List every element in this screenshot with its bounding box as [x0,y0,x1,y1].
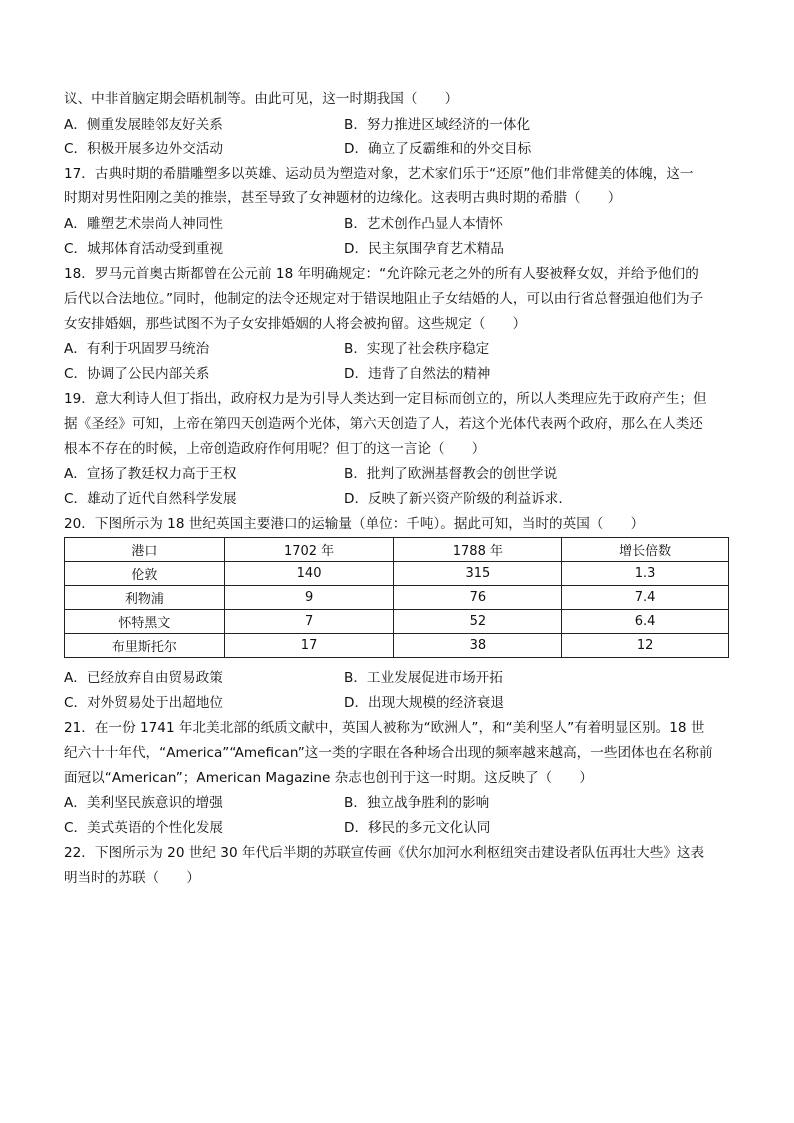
option-19-c: C．雄动了近代自然科学发展 [64,491,237,507]
question-17-line-1: 17．古典时期的希腊雕塑多以英雄、运动员为塑造对象，艺术家们乐于“还原”他们非常健美的体魄，这一 [64,166,694,182]
option-18-b: B．实现了社会秩序稳定 [344,341,490,357]
option-20-a: A．已经放弃自由贸易政策 [64,670,223,686]
table-cell-growth: 12 [562,634,729,658]
option-21-b: B．独立战争胜利的影响 [344,795,490,811]
option-17-d: D．民主氛围孕育艺术精品 [344,241,504,257]
option-21-a: A．美利坚民族意识的增强 [64,795,223,811]
question-16-stem-tail: 议、中非首脑定期会晤机制等。由此可见，这一时期我国（ ） [64,91,459,107]
question-17-line-2: 时期对男性阳刚之美的推崇，甚至导致了女神题材的边缘化。这表明古典时期的希腊（ ） [64,190,622,206]
question-21-line-3: 面冠以“American”；American Magazine 杂志也创刊于这一时期。这反映了（ ） [64,770,593,786]
table-cell-1788: 315 [394,562,562,586]
question-19-line-3: 根本不存在的时候，上帝创造政府作何用呢？但丁的这一言论（ ） [64,441,486,457]
option-21-d: D．移民的多元文化认同 [344,820,491,836]
table-row [65,610,729,634]
table-cell-port: 怀特黑文 [65,610,225,634]
option-17-c: C．城邦体育活动受到重视 [64,241,224,257]
option-21-c: C．美式英语的个性化发展 [64,820,224,836]
table-cell-1788: 38 [394,634,562,658]
option-19-d: D．反映了新兴资产阶级的利益诉求. [344,491,563,507]
table-header-growth: 增长倍数 [562,538,729,562]
option-19-a: A．宣扬了教廷权力高于王权 [64,466,237,482]
question-21-line-2: 纪六十十年代，“America”“Amefican”这一类的字眼在各种场合出现的频率越来越高，一些团体也在名称前 [64,745,713,761]
table-cell-growth: 7.4 [562,586,729,610]
question-21-line-1: 21．在一份 1741 年北美北部的纸质文献中，英国人被称为“欧洲人”，和“美利坚人”有着明显区别。18 世 [64,720,705,736]
question-20-stem: 20．下图所示为 18 世纪英国主要港口的运输量（单位：千吨）。据此可知，当时的英国（ ） [64,516,645,532]
table-cell-port: 伦敦 [65,562,225,586]
table-cell-1702: 7 [224,610,394,634]
option-17-b: B．艺术创作凸显人本情怀 [344,216,503,232]
table-header-row [65,538,729,562]
option-18-c: C．协调了公民内部关系 [64,366,210,382]
table-cell-growth: 6.4 [562,610,729,634]
table-header-1788: 1788 年 [394,538,562,562]
table-cell-1788: 52 [394,610,562,634]
table-cell-1788: 76 [394,586,562,610]
option-18-a: A．有利于巩固罗马统治 [64,341,210,357]
question-22-line-2: 明当时的苏联（ ） [64,870,200,886]
question-18-line-1: 18．罗马元首奥古斯都曾在公元前 18 年明确规定：“允许除元老之外的所有人娶被释女奴，并给予他们的 [64,266,699,282]
table-cell-1702: 17 [224,634,394,658]
question-18-line-3: 女安排婚姻，那些试图不为子女安排婚姻的人将会被拘留。这些规定（ ） [64,316,527,332]
question-19-line-1: 19．意大利诗人但丁指出，政府权力是为引导人类达到一定目标而创立的，所以人类理应先于政府产生；但 [64,391,707,407]
option-20-c: C．对外贸易处于出超地位 [64,695,224,711]
option-20-b: B．工业发展促进市场开拓 [344,670,503,686]
question-19-line-2: 据《圣经》可知，上帝在第四天创造两个光体，第六天创造了人，若这个光体代表两个政府，那么在人类还 [64,416,703,432]
table-cell-1702: 140 [224,562,394,586]
option-16-b: B．努力推进区域经济的一体化 [344,117,531,133]
table-row [65,586,729,610]
table-cell-1702: 9 [224,586,394,610]
table-row [65,562,729,586]
option-16-a: A．侧重发展睦邻友好关系 [64,117,223,133]
question-22-line-1: 22．下图所示为 20 世纪 30 年代后半期的苏联宣传画《伏尔加河水利枢纽突击建设者队伍再壮大些》这表 [64,845,705,861]
port-transport-table [64,537,729,658]
table-cell-growth: 1.3 [562,562,729,586]
option-19-b: B．批判了欧洲基督教会的创世学说 [344,466,558,482]
table-header-port: 港口 [65,538,225,562]
table-cell-port: 布里斯托尔 [65,634,225,658]
option-16-c: C．积极开展多边外交活动 [64,141,224,157]
option-16-d: D．确立了反霸维和的外交目标 [344,141,532,157]
option-20-d: D．出现大规模的经济衰退 [344,695,504,711]
table-row [65,634,729,658]
option-17-a: A．雕塑艺术崇尚人神同性 [64,216,223,232]
question-18-line-2: 后代以合法地位。”同时，他制定的法令还规定对于错误地阻止子女结婚的人，可以由行省总督强迫他们为子 [64,291,704,307]
option-18-d: D．违背了自然法的精神 [344,366,491,382]
table-cell-port: 利物浦 [65,586,225,610]
table-header-1702: 1702 年 [224,538,394,562]
